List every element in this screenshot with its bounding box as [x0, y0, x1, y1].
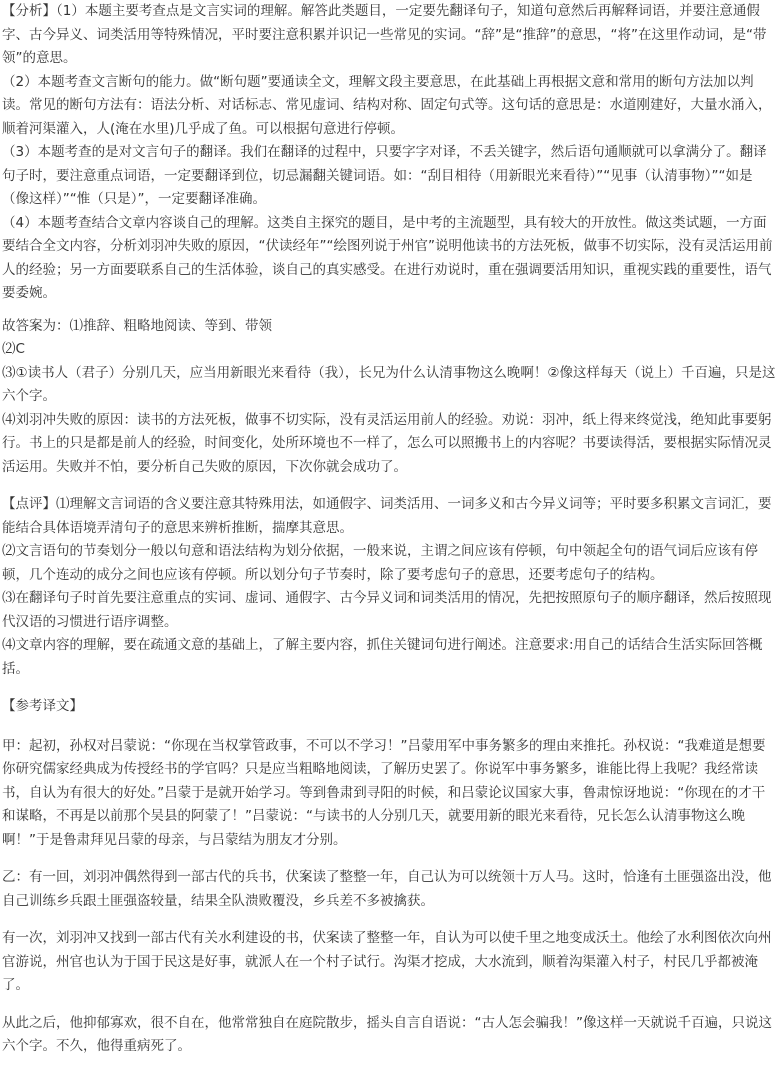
comment-4: ⑷文章内容的理解，要在疏通文意的基础上，了解主要内容，抓住关键词句进行阐述。注意要求:用自己的话结合生活实际回答概括。 [2, 637, 763, 677]
comment-1: 【点评】⑴理解文言词语的含义要注意其特殊用法，如通假字、词类活用、一词多义和古今异义词等；平时要多积累文言词汇，要能结合具体语境弄清句子的意思来辨析推断，揣摩其意思。 [2, 496, 772, 536]
translation-heading: 【参考译文】 [2, 698, 83, 714]
comment-3: ⑶在翻译句子时首先要注意重点的实词、虚词、通假字、古今异义词和词类活用的情况，先把按照原句子的顺序翻译，然后按照现代汉语的习惯进行语序调整。 [2, 590, 772, 630]
answer-4: ⑷刘羽冲失败的原因：读书的方法死板，做事不切实际，没有灵活运用前人的经验。劝说：羽冲，纸上得来终觉浅，绝知此事要躬行。书上的只是都是前人的经验，时间变化，处所环境也不一样了，怎么可以照搬书上的内容呢？书要读得活，要根据实际情况灵活运用。失败并不怕，要分析自己失败的原因，下次你就会成功了。 [2, 411, 772, 475]
comment-2: ⑵文言语句的节奏划分一般以句意和语法结构为划分依据，一般来说，主谓之间应该有停顿，句中领起全句的语气词后应该有停顿，几个连动的成分之间也应该有停顿。所以划分句子节奏时，除了要考虑句子的意思，还要考虑句子的结构。 [2, 543, 758, 583]
answers-section [2, 315, 776, 480]
translation-paragraph-4: 从此之后，他抑郁寡欢，很不自在，他常常独自在庭院散步，摇头自言自语说：“古人怎会骗我！”像这样一天就说千百遍，只说这六个字。不久，他得重病死了。 [2, 1014, 772, 1054]
analysis-paragraph-4: （4）本题考查结合文章内容谈自己的理解。这类自主探究的题目，是中考的主流题型，具有较大的开放性。做这类试题，一方面要结合全文内容，分析刘羽冲失败的原因，“伏读经年”“绘图列说于州官”说明他读书的方法死板，做事不切实际，没有灵活运用前人的经验；另一方面要联系自己的生活体验，谈自己的真实感受。在进行劝说时，重在强调要活用知识，重视实践的重要性，语气要委婉。 [2, 214, 773, 301]
answer-2: ⑵C [2, 341, 25, 357]
analysis-paragraph-1: 【分析】（1）本题主要考查点是文言实词的理解。解答此类题目，一定要先翻译句子，知道句意然后再解释词语，并要注意通假字、古今异义、词类活用等特殊情况，平时要注意积累并识记一些常见的实词。“辞”是“推辞”的意思，“将”在这里作动词，是“带领”的意思。 [2, 3, 767, 66]
answer-1: 故答案为：⑴推辞、粗略地阅读、等到、带领 [2, 317, 272, 334]
analysis-section [2, 0, 776, 306]
translation-paragraph-3: 有一次，刘羽冲又找到一部古代有关水利建设的书，伏案读了整整一年，自认为可以使千里之地变成沃土。他绘了水利图依次向州官游说，州官也认为于国于民这是好事，就派人在一个村子试行。沟渠才挖成，大水流到，顺着沟渠灌入村子，村民几乎都被淹了。 [2, 930, 772, 993]
comment-section [2, 493, 776, 681]
translation-paragraph-1: 甲：起初，孙权对吕蒙说：“你现在当权掌管政事，不可以不学习！”吕蒙用军中事务繁多的理由来推托。孙权说：“我难道是想要你研究儒家经典成为传授经书的学官吗？只是应当粗略地阅读，了解历史罢了。你说军中事务繁多，谁能比得上我呢？我经常读书，自认为有很大的好处。”吕蒙于是就开始学习。等到鲁肃到寻阳的时候，和吕蒙论议国家大事，鲁肃惊讶地说：“你现在的才干和谋略，不再是以前那个吴县的阿蒙了！”吕蒙说：“与读书的人分别几天，就要用新的眼光来看待，兄长怎么认清事物这么晚啊！”于是鲁肃拜见吕蒙的母亲，与吕蒙结为朋友才分别。 [2, 737, 766, 848]
answer-3: ⑶①读书人（君子）分别几天，应当用新眼光来看待（我），长兄为什么认清事物这么晚啊！②像这样每天（说上）千百遍，只是这六个字。 [2, 364, 776, 404]
analysis-paragraph-3: （3）本题考查的是对文言句子的翻译。我们在翻译的过程中，只要字字对译，不丢关键字，然后语句通顺就可以拿满分了。翻译句子时，要注意重点词语，一定要翻译到位，切忌漏翻关键词语。如：“刮目相待（用新眼光来看待）”“见事（认清事物）”“如是（像这样）”“惟（只是）”，一定要翻译准确。 [2, 144, 767, 207]
translation-paragraph-2: 乙：有一回，刘羽冲偶然得到一部古代的兵书，伏案读了整整一年，自己认为可以统领十万人马。这时，恰逢有土匪强盗出没，他自己训练乡兵跟土匪强盗较量，结果全队溃败覆没，乡兵差不多被擒获。 [2, 869, 772, 909]
analysis-paragraph-2: （2）本题考查文言断句的能力。做“断句题”要通读全文，理解文段主要意思，在此基础上再根据文意和常用的断句方法加以判读。常见的断句方法有：语法分析、对话标志、常见虚词、结构对称、固定句式等。这句话的意思是：水道刚建好，大量水涌入，顺着河渠灌入，人(淹在水里)几乎成了鱼。可以根据句意进行停顿。 [2, 73, 772, 137]
translation-section [2, 695, 776, 1059]
